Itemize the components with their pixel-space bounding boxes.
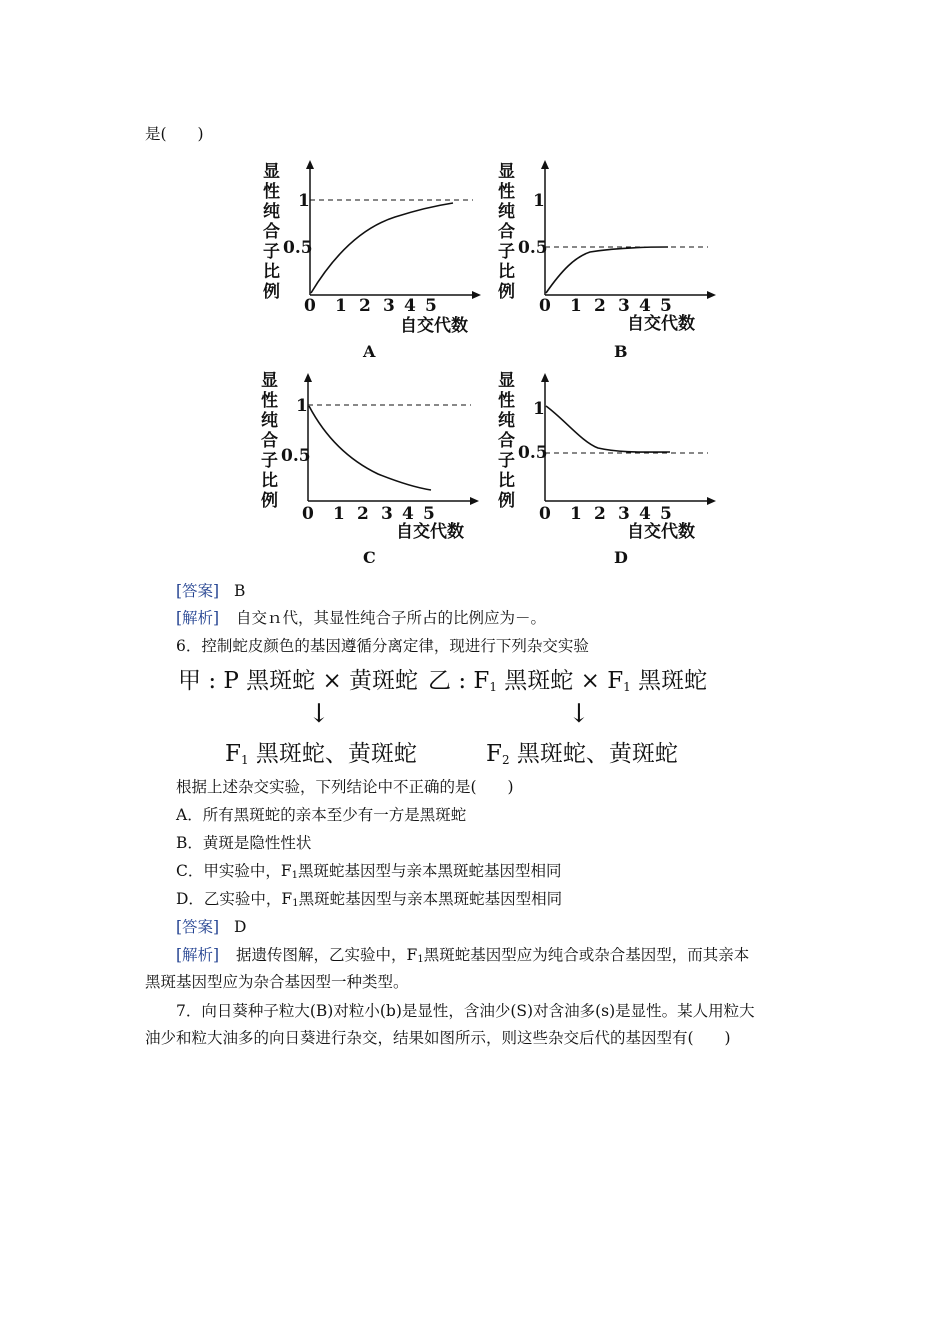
- q7-line-1: 7．向日葵种子粒大(B)对粒小(b)是显性，含油少(S)对含油多(s)是显性。某人用粒大: [176, 1002, 755, 1020]
- cross-yi-right: 黑斑蛇: [638, 668, 708, 694]
- y-tick-05: 0.5: [281, 446, 311, 466]
- x-axis-arrow: [707, 497, 716, 505]
- svg-text:0: 0: [302, 504, 314, 524]
- option-c-pre: C．甲实验中，F: [176, 862, 292, 880]
- panel-label: B: [614, 342, 628, 361]
- q5-answer: [176, 581, 245, 601]
- x-ticks: [304, 296, 437, 316]
- y-axis-arrow: [541, 160, 549, 169]
- y-tick-05: 0.5: [283, 238, 313, 258]
- svg-text:显: 显: [261, 371, 278, 391]
- svg-text:子: 子: [498, 451, 515, 471]
- y-tick-1: 1: [533, 191, 545, 211]
- colon: :: [458, 668, 467, 694]
- cross-jia-p: P 黑斑蛇 × 黄斑蛇: [223, 668, 419, 694]
- svg-text:5: 5: [660, 296, 672, 316]
- answer-tag: [答案]: [176, 918, 220, 936]
- analysis-tag: [解析]: [176, 609, 220, 627]
- svg-text:5: 5: [423, 504, 435, 524]
- question-5-tail: 是( ): [145, 125, 204, 143]
- svg-text:3: 3: [383, 296, 395, 316]
- down-arrow-icon: ↓: [568, 699, 590, 729]
- y-axis-label: [263, 162, 280, 302]
- svg-text:合: 合: [261, 431, 278, 451]
- chart-d: [490, 362, 725, 572]
- svg-text:5: 5: [425, 296, 437, 316]
- x-axis-arrow: [472, 291, 481, 299]
- f-letter: F: [607, 668, 624, 694]
- y-tick-1: 1: [533, 399, 545, 419]
- svg-text:4: 4: [639, 504, 651, 524]
- y-tick-05: 0.5: [518, 443, 548, 463]
- option-d-pre: D．乙实验中，F: [176, 890, 293, 908]
- colon: :: [208, 668, 217, 694]
- f-letter: F: [225, 741, 241, 767]
- chart-a: [255, 155, 490, 365]
- q6-analysis-line-2: 黑斑基因型应为杂合基因型一种类型。: [145, 973, 409, 991]
- panel-label: C: [363, 548, 376, 567]
- answer-tag: [答案]: [176, 582, 220, 600]
- svg-text:性: 性: [261, 391, 278, 411]
- svg-text:0: 0: [539, 504, 551, 524]
- x-axis-arrow: [470, 497, 479, 505]
- svg-text:1: 1: [570, 296, 582, 316]
- cross-jia-label: 甲: [178, 668, 201, 694]
- svg-text:纯: 纯: [498, 202, 515, 222]
- q6-analysis-line-1: [176, 945, 749, 970]
- y-tick-05: 0.5: [518, 238, 548, 258]
- svg-text:5: 5: [660, 504, 672, 524]
- answer-value: B: [234, 582, 246, 600]
- svg-text:子: 子: [261, 451, 278, 471]
- analysis-tag: [解析]: [176, 946, 220, 964]
- svg-text:2: 2: [359, 296, 371, 316]
- q5-analysis: [176, 608, 546, 628]
- svg-text:例: 例: [261, 491, 278, 511]
- y-axis-arrow: [306, 160, 314, 169]
- option-d: [176, 889, 562, 914]
- svg-text:2: 2: [594, 296, 606, 316]
- option-c: [176, 861, 562, 886]
- curve: [309, 406, 431, 490]
- svg-text:合: 合: [263, 222, 280, 242]
- svg-text:性: 性: [498, 391, 515, 411]
- f-subscript: 1: [240, 753, 249, 767]
- cross-yi-parents: [428, 667, 707, 701]
- f-subscript: 1: [417, 954, 424, 965]
- y-axis-arrow: [541, 373, 549, 382]
- y-axis-label: [261, 371, 278, 511]
- svg-text:0: 0: [304, 296, 316, 316]
- f-subscript: 1: [623, 680, 631, 694]
- option-b: B．黄斑是隐性性状: [176, 834, 312, 852]
- analysis-text: 黑斑蛇基因型应为纯合或杂合基因型，而其亲本: [423, 946, 750, 964]
- q6-answer: [176, 917, 246, 937]
- svg-text:0: 0: [539, 296, 551, 316]
- f-subscript: 1: [489, 680, 497, 694]
- svg-text:例: 例: [498, 491, 515, 511]
- svg-text:性: 性: [263, 182, 280, 202]
- q7-line-2: 油少和粒大油多的向日葵进行杂交，结果如图所示，则这些杂交后代的基因型有( ): [145, 1029, 731, 1047]
- y-tick-1: 1: [298, 191, 310, 211]
- svg-text:子: 子: [498, 242, 515, 262]
- offspring-text: 黑斑蛇、黄斑蛇: [516, 741, 678, 767]
- svg-text:1: 1: [570, 504, 582, 524]
- y-tick-1: 1: [296, 396, 308, 416]
- x-axis-label: 自交代数: [627, 522, 695, 542]
- svg-text:纯: 纯: [498, 411, 515, 431]
- svg-text:显: 显: [498, 371, 515, 391]
- curve: [546, 247, 668, 293]
- cross-jia-parents: [178, 667, 418, 695]
- cross-yi-offspring: [486, 740, 678, 774]
- panel-label: D: [614, 548, 628, 567]
- svg-text:合: 合: [498, 431, 515, 451]
- svg-text:比: 比: [263, 262, 280, 282]
- option-c-post: 黑斑蛇基因型与亲本黑斑蛇基因型相同: [298, 862, 562, 880]
- svg-text:4: 4: [639, 296, 651, 316]
- svg-text:纯: 纯: [261, 411, 278, 431]
- svg-text:显: 显: [498, 162, 515, 182]
- y-axis-label: [498, 162, 515, 302]
- svg-text:3: 3: [381, 504, 393, 524]
- svg-text:例: 例: [263, 282, 280, 302]
- panel-label: A: [363, 342, 376, 361]
- svg-text:3: 3: [618, 504, 630, 524]
- x-axis-arrow: [707, 291, 716, 299]
- svg-text:合: 合: [498, 222, 515, 242]
- svg-text:例: 例: [498, 282, 515, 302]
- f-letter: F: [486, 741, 502, 767]
- x-axis-label: 自交代数: [396, 522, 464, 542]
- q6-stem: 6．控制蛇皮颜色的基因遵循分离定律，现进行下列杂交实验: [176, 637, 589, 655]
- svg-text:3: 3: [618, 296, 630, 316]
- analysis-text: 自交ｎ代，其显性纯合子所占的比例应为－。: [236, 609, 547, 627]
- svg-text:子: 子: [263, 242, 280, 262]
- cross-jia-offspring: [225, 740, 417, 774]
- svg-text:1: 1: [335, 296, 347, 316]
- svg-text:4: 4: [404, 296, 416, 316]
- svg-text:4: 4: [402, 504, 414, 524]
- svg-text:显: 显: [263, 162, 280, 182]
- y-axis-label: [498, 371, 515, 511]
- cross-yi-label: 乙: [428, 668, 451, 694]
- svg-text:1: 1: [333, 504, 345, 524]
- f-subscript: 1: [291, 870, 298, 881]
- svg-text:比: 比: [261, 471, 278, 491]
- svg-text:2: 2: [594, 504, 606, 524]
- x-ticks: [302, 504, 435, 524]
- x-ticks: [539, 504, 672, 524]
- f-subscript: 2: [501, 753, 510, 767]
- q6-question: 根据上述杂交实验，下列结论中不正确的是( ): [176, 778, 514, 796]
- svg-text:纯: 纯: [263, 202, 280, 222]
- chart-c: [253, 362, 488, 572]
- f-subscript: 1: [292, 898, 299, 909]
- option-a: A．所有黑斑蛇的亲本至少有一方是黑斑蛇: [176, 806, 467, 824]
- analysis-text: 据遗传图解，乙实验中，F: [236, 946, 418, 964]
- svg-text:比: 比: [498, 471, 515, 491]
- y-axis-arrow: [304, 373, 312, 382]
- curve: [311, 203, 453, 293]
- svg-text:性: 性: [498, 182, 515, 202]
- x-ticks: [539, 296, 672, 316]
- cross-yi-left: 黑斑蛇 ×: [504, 668, 600, 694]
- svg-text:2: 2: [357, 504, 369, 524]
- option-d-post: 黑斑蛇基因型与亲本黑斑蛇基因型相同: [298, 890, 563, 908]
- answer-value: D: [234, 918, 247, 936]
- f-letter: F: [473, 668, 490, 694]
- down-arrow-icon: ↓: [308, 699, 330, 729]
- x-axis-label: 自交代数: [627, 314, 695, 334]
- curve: [546, 406, 670, 452]
- svg-text:比: 比: [498, 262, 515, 282]
- offspring-text: 黑斑蛇、黄斑蛇: [255, 741, 417, 767]
- chart-b: [490, 155, 725, 365]
- x-axis-label: 自交代数: [400, 316, 468, 336]
